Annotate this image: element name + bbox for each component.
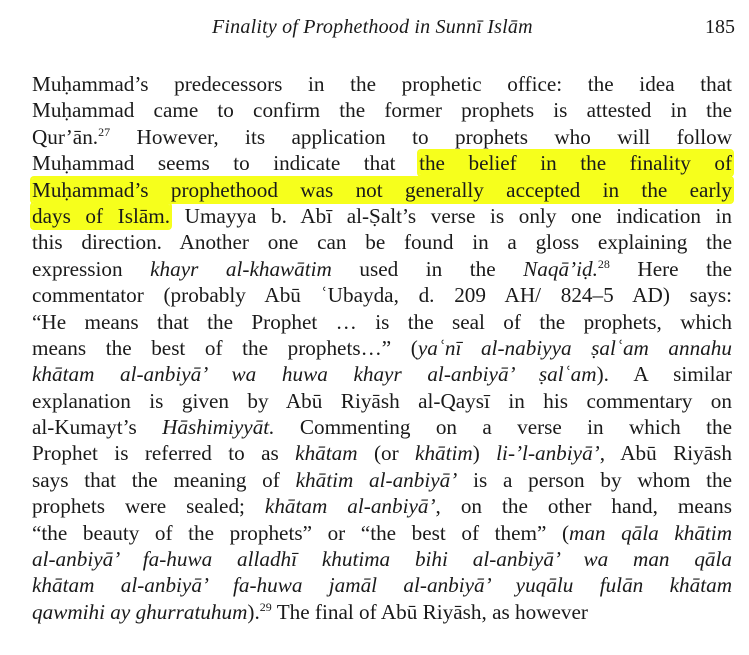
text-run: prophets were sealed; (32, 494, 265, 519)
text-line (32, 282, 732, 308)
text-run: expression (32, 256, 151, 281)
footnote-marker: 29 (259, 599, 272, 614)
italic-text: Naqā’iḍ. (523, 256, 598, 281)
text-line (32, 414, 732, 440)
italic-text: man qāla khātim (569, 520, 732, 545)
text-line (32, 361, 732, 387)
text-line (32, 520, 732, 546)
italic-text: khātam al-anbiyā’ fa-huwa jamāl al-anbiyā’ yuqālu fulān khātam (32, 573, 732, 598)
highlighted-text: days of Islām. (32, 203, 171, 228)
italic-text: Hāshimiyyāt. (162, 415, 275, 440)
text-run: (or (357, 441, 416, 466)
text-run: al-Kumayt’s (32, 415, 163, 440)
text-run: ) (472, 441, 497, 466)
footnote-marker: 28 (597, 256, 610, 271)
text-run: Muḥammad came to confirm the former prophets is attested in the (32, 98, 732, 123)
text-line (32, 150, 732, 176)
text-run: However, its application to prophets who will follow (110, 124, 732, 149)
running-head (0, 16, 749, 46)
body-text (32, 71, 732, 625)
text-line (32, 440, 732, 466)
italic-text: al-anbiyā’ fa-huwa alladhī khutima bihi al-anbiyā’ wa man qāla (32, 547, 732, 572)
text-run: means the best of the prophets…” ( (32, 335, 418, 360)
text-run: used in the (331, 256, 524, 281)
text-line (32, 388, 732, 414)
text-run: “the beauty of the prophets” or “the best of them” ( (32, 520, 570, 545)
text-run: Muḥammad seems to indicate that (32, 151, 420, 176)
text-line (32, 599, 732, 625)
text-run: “He means that the Prophet … is the seal of the prophets, which (32, 309, 732, 334)
italic-text: khātim al-anbiyā’ (295, 467, 458, 492)
text-run: Umayya b. Abī al-Ṣalt’s verse is only one indication in (170, 203, 732, 228)
italic-text: khātim (415, 441, 473, 466)
text-run: Prophet is referred to as (32, 441, 296, 466)
text-line (32, 572, 732, 598)
text-run: explanation is given by Abū Riyāsh al-Qaysī in his commentary on (32, 388, 732, 413)
footnote-marker: 27 (98, 124, 111, 139)
text-line (32, 335, 732, 361)
text-line (32, 71, 732, 97)
page-number: 185 (705, 16, 735, 38)
text-run: commentator (probably Abū ʿUbayda, d. 209 AH/ 824–5 AD) says: (32, 283, 732, 308)
text-run: is a person by whom the (457, 467, 732, 492)
text-line (32, 124, 732, 150)
text-run: this direction. Another one can be found in a gloss explaining the (32, 230, 732, 255)
italic-text: khātam al-anbiyā’ wa huwa khayr al-anbiyā’ ṣalʿam (32, 362, 597, 387)
text-line (32, 229, 732, 255)
text-run: Muḥammad’s predecessors in the prophetic office: the idea that (32, 72, 732, 96)
text-run: Here the (609, 256, 732, 281)
text-run: , Abū Riyāsh (599, 441, 732, 466)
text-line (32, 203, 732, 229)
text-run: Commenting on a verse in which the (274, 415, 732, 440)
text-run: , on the other hand, means (435, 494, 732, 519)
text-line (32, 309, 732, 335)
text-line (32, 97, 732, 123)
text-run: The final of Abū Riyāsh, as however (271, 599, 588, 624)
text-run: ). (247, 599, 260, 624)
italic-text: khātam (295, 441, 358, 466)
highlighted-text: Muḥammad’s prophethood was not generally accepted in the early (32, 177, 732, 202)
text-line (32, 256, 732, 282)
text-run: Qur’ān. (32, 124, 99, 149)
text-line (32, 546, 732, 572)
running-title: Finality of Prophethood in Sunnī Islām (212, 16, 533, 38)
text-run: says that the meaning of (32, 467, 296, 492)
italic-text: qawmihi ay ghurratuhum (32, 599, 248, 624)
italic-text: khayr al-khawātim (150, 256, 332, 281)
text-line (32, 177, 732, 203)
italic-text: yaʿnī al-nabiyya ṣalʿam annahu (417, 335, 732, 360)
italic-text: khātam al-anbiyā’ (264, 494, 436, 519)
highlighted-text: the belief in the finality of (419, 151, 732, 176)
italic-text: li-’l-anbiyā’ (496, 441, 600, 466)
text-line (32, 493, 732, 519)
text-run: ). A similar (596, 362, 732, 387)
text-line (32, 467, 732, 493)
